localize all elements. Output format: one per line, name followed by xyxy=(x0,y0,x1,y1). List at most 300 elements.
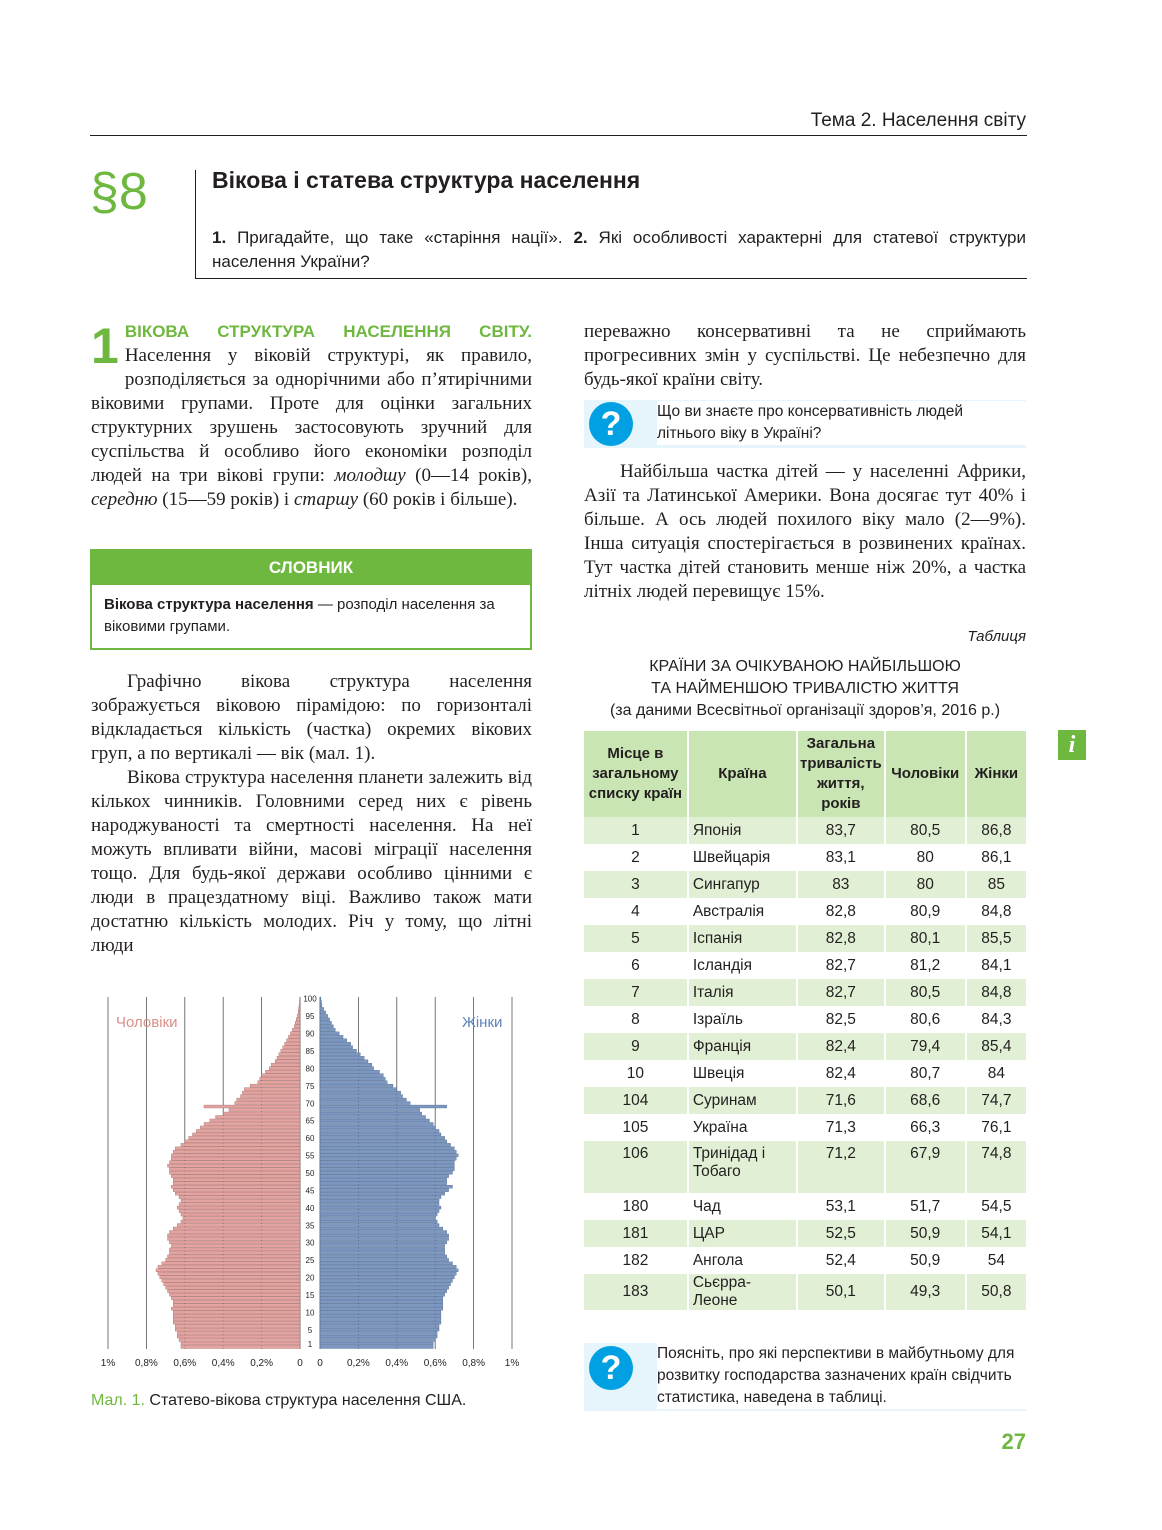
x-tick-label: 1% xyxy=(100,1358,116,1369)
cell-country: Україна xyxy=(688,1114,797,1141)
x-tick-label: 0,2% xyxy=(250,1358,273,1369)
term-old: старшу xyxy=(293,489,359,510)
question-1: Пригадайте, що таке «старіння нації». xyxy=(226,228,574,247)
intro-text-b: (0—14 років), xyxy=(405,465,532,486)
female-bar xyxy=(320,1328,439,1331)
female-bar xyxy=(320,1032,339,1035)
x-tick-label: 0,8% xyxy=(462,1358,485,1369)
female-bar xyxy=(320,1053,360,1056)
female-bar xyxy=(320,1178,447,1181)
population-pyramid-chart xyxy=(90,985,530,1380)
male-bar xyxy=(250,1084,300,1087)
age-tick-label: 30 xyxy=(305,1238,315,1248)
cell-country: ЦАР xyxy=(688,1220,797,1247)
female-bar xyxy=(320,1300,443,1303)
question-top-text: Що ви знаєте про консервативність людей літнього віку в Україні? xyxy=(657,401,1026,445)
female-bar xyxy=(320,1217,435,1220)
female-bar xyxy=(320,1311,441,1314)
question-box-bottom xyxy=(584,1343,1026,1411)
cell-rank: 181 xyxy=(584,1220,688,1247)
female-bar xyxy=(320,1272,456,1275)
male-bar xyxy=(158,1265,300,1268)
question-icon: ? xyxy=(589,1346,633,1390)
male-bar xyxy=(160,1276,300,1279)
female-bar xyxy=(320,1161,454,1164)
page-number: 27 xyxy=(1001,1429,1026,1454)
male-bar xyxy=(294,1025,300,1028)
female-bar xyxy=(320,1251,445,1254)
male-bar xyxy=(185,1140,300,1143)
female-bar xyxy=(320,1112,422,1115)
header-rule xyxy=(90,135,1027,136)
cell-women: 54 xyxy=(987,1251,1005,1269)
cell-total: 82,4 xyxy=(797,1033,885,1060)
table-row xyxy=(584,1193,1026,1220)
male-bar xyxy=(171,1157,300,1160)
female-bar xyxy=(320,1339,435,1342)
male-bar xyxy=(171,1175,300,1178)
cell-country: Франція xyxy=(688,1033,797,1060)
age-axis xyxy=(303,995,317,1349)
female-bar xyxy=(320,1346,433,1349)
male-bar xyxy=(173,1318,300,1321)
question-2-number: 2. xyxy=(573,228,588,247)
cell-women: 54,5 xyxy=(981,1197,1012,1215)
age-tick-label: 45 xyxy=(305,1186,315,1196)
female-bar xyxy=(320,1314,441,1317)
female-bar xyxy=(320,1293,445,1296)
cell-total: 82,7 xyxy=(797,979,885,1006)
male-bar xyxy=(158,1272,300,1275)
female-bar xyxy=(320,1203,439,1206)
life-expectancy-table xyxy=(584,731,1026,1310)
female-bar xyxy=(320,1265,456,1268)
cell-men: 80,5 xyxy=(885,817,966,844)
female-bar xyxy=(320,1025,333,1028)
female-bar xyxy=(320,1098,406,1101)
cell-men: 50,9 xyxy=(885,1247,966,1274)
female-bar xyxy=(320,1063,372,1066)
male-bar xyxy=(173,1182,300,1185)
male-bar xyxy=(168,1164,300,1167)
male-bar xyxy=(177,1335,300,1338)
male-bar xyxy=(298,1011,300,1014)
female-bar xyxy=(320,1115,426,1118)
female-bar xyxy=(320,1119,429,1122)
male-bar xyxy=(288,1035,300,1038)
male-bar xyxy=(281,1049,300,1052)
cell-women: 50,8 xyxy=(966,1274,1026,1310)
female-bar xyxy=(320,1168,454,1171)
cell-country: Ізраїль xyxy=(688,1006,797,1033)
table-row xyxy=(584,979,1026,1006)
male-bar xyxy=(173,1304,300,1307)
female-bar xyxy=(320,1095,403,1098)
table-row xyxy=(584,1274,1026,1310)
female-bar xyxy=(320,1189,449,1192)
cell-men: 80 xyxy=(885,844,966,871)
question-bottom-text: Поясніть, про які перспективи в майбутньому для розвитку господарства зазначених країн свідчить статистика, наведена в таблиці. xyxy=(657,1343,1026,1409)
table-row xyxy=(584,871,1026,898)
female-bar xyxy=(320,1039,347,1042)
male-bar xyxy=(173,1311,300,1314)
section-title: Вікова і статева структура населення xyxy=(212,167,641,193)
male-bar xyxy=(299,1004,300,1007)
cell-rank: 5 xyxy=(584,925,688,952)
female-bar xyxy=(320,1007,324,1010)
male-bar xyxy=(183,1217,300,1220)
cell-country: Іспанія xyxy=(688,925,797,952)
female-bar xyxy=(320,1304,443,1307)
male-bar xyxy=(168,1237,300,1240)
table-row xyxy=(584,1006,1026,1033)
intro-text-c: (15—59 років) і xyxy=(157,489,294,510)
male-bar xyxy=(244,1088,300,1091)
x-tick-label: 0 xyxy=(297,1358,303,1369)
age-tick-label: 65 xyxy=(305,1116,315,1126)
female-bar xyxy=(320,1143,451,1146)
male-bar xyxy=(216,1115,300,1118)
male-bar xyxy=(283,1046,300,1049)
female-bar xyxy=(320,1014,328,1017)
female-bar xyxy=(320,1035,343,1038)
cell-total: 52,5 xyxy=(797,1220,885,1247)
male-bar xyxy=(173,1150,300,1153)
female-bar xyxy=(320,1046,353,1049)
male-bar xyxy=(271,1063,300,1066)
male-bar xyxy=(173,1227,300,1230)
x-tick-label: 1% xyxy=(504,1358,520,1369)
cell-total: 71,6 xyxy=(797,1087,885,1114)
topic-header: Тема 2. Населення світу xyxy=(810,110,1026,131)
cell-total: 83 xyxy=(797,871,885,898)
x-tick-label: 0,4% xyxy=(385,1358,409,1369)
age-tick-label: 60 xyxy=(305,1134,315,1144)
female-bar xyxy=(320,1060,368,1063)
cell-country: Японія xyxy=(688,817,797,844)
cell-women: 84 xyxy=(987,1064,1005,1082)
male-bar xyxy=(168,1255,300,1258)
x-tick-label: 0 xyxy=(317,1358,323,1369)
female-bar xyxy=(320,1224,439,1227)
female-bar xyxy=(320,1102,410,1105)
female-bar xyxy=(320,1070,380,1073)
question-icon: ? xyxy=(589,402,633,446)
male-bar xyxy=(171,1185,300,1188)
dictionary-box xyxy=(90,549,532,650)
female-bar xyxy=(320,1279,452,1282)
male-bar xyxy=(258,1081,300,1084)
male-bar xyxy=(265,1070,300,1073)
age-tick-label: 40 xyxy=(305,1203,315,1213)
cell-country: Австралія xyxy=(688,898,797,925)
column-2-text xyxy=(584,460,1026,604)
cell-women: 74,7 xyxy=(966,1087,1026,1114)
male-bar xyxy=(299,1000,300,1003)
table-row xyxy=(584,844,1026,871)
male-bar xyxy=(164,1283,300,1286)
female-bar xyxy=(320,1147,454,1150)
cell-rank: 183 xyxy=(584,1274,688,1310)
x-tick-label: 0,4% xyxy=(211,1358,235,1369)
male-bar xyxy=(285,1042,300,1045)
cell-total: 83,1 xyxy=(797,844,885,871)
male-bar xyxy=(168,1290,300,1293)
female-bar xyxy=(320,1258,449,1261)
male-bar xyxy=(169,1231,300,1234)
female-bar xyxy=(320,1067,374,1070)
cell-rank: 104 xyxy=(584,1087,688,1114)
age-tick-label: 35 xyxy=(305,1221,315,1231)
table-row xyxy=(584,1060,1026,1087)
female-bar xyxy=(320,1234,449,1237)
cell-total: 82,8 xyxy=(797,898,885,925)
table-row xyxy=(584,1033,1026,1060)
female-bar xyxy=(320,1206,441,1209)
male-bar xyxy=(295,1021,300,1024)
female-bar xyxy=(320,1227,443,1230)
cell-rank: 180 xyxy=(584,1193,688,1220)
cell-women: 85,4 xyxy=(966,1033,1026,1060)
cell-total: 82,5 xyxy=(797,1006,885,1033)
cell-men: 68,6 xyxy=(885,1087,966,1114)
female-bar xyxy=(320,1049,356,1052)
cell-country: Швеція xyxy=(688,1060,797,1087)
cell-women: 86,1 xyxy=(981,848,1012,866)
male-label: Чоловіки xyxy=(116,1014,178,1031)
female-bar xyxy=(320,1255,447,1258)
cell-total: 71,2 xyxy=(797,1141,885,1193)
table-row xyxy=(584,898,1026,925)
paragraph-children-share: Найбільша частка дітей — у населенні Африки, Азії та Латинської Америки. Вона досягає тут 40% і більше. А ось людей похилого віку мало (2—9%). Інша ситуація спостерігається в розвинених країнах. Тут частка дітей становить менше ніж 20%, а частка літніх людей перевищує 15%. xyxy=(584,461,1026,602)
female-bar xyxy=(320,1004,322,1007)
subsection-number: 1 xyxy=(91,318,119,374)
male-bar xyxy=(229,1109,300,1112)
cell-men: 80,5 xyxy=(885,979,966,1006)
age-tick-label: 95 xyxy=(305,1012,315,1022)
male-bar xyxy=(177,1332,300,1335)
female-bar xyxy=(320,1286,449,1289)
dictionary-title: СЛОВНИК xyxy=(92,551,530,585)
male-bar xyxy=(179,1339,300,1342)
cell-rank: 105 xyxy=(584,1114,688,1141)
table-title-line-1: КРАЇНИ ЗА ОЧІКУВАНОЮ НАЙБІЛЬШОЮ xyxy=(649,658,961,675)
male-bar xyxy=(181,1199,300,1202)
female-bar xyxy=(320,1269,458,1272)
age-tick-label: 15 xyxy=(305,1290,315,1300)
cell-women: 85,5 xyxy=(966,925,1026,952)
female-bar xyxy=(320,1021,332,1024)
cell-rank: 10 xyxy=(584,1060,688,1087)
female-bar xyxy=(320,1210,439,1213)
header-rank: Місце в загальному списку країн xyxy=(584,731,688,817)
cell-men: 67,9 xyxy=(885,1141,966,1193)
cell-women: 74,8 xyxy=(966,1141,1026,1193)
male-bar xyxy=(296,1018,300,1021)
male-bar xyxy=(260,1077,300,1080)
female-bars xyxy=(320,997,458,1348)
cell-rank: 7 xyxy=(584,979,688,1006)
cell-total: 82,8 xyxy=(797,925,885,952)
age-tick-label: 1 xyxy=(307,1339,313,1349)
figure-caption-text: Статево-вікова структура населення США. xyxy=(144,1392,467,1409)
table-title xyxy=(584,656,1026,722)
male-bar xyxy=(298,1007,300,1010)
cell-country: Чад xyxy=(688,1193,797,1220)
female-bar xyxy=(320,1164,454,1167)
male-bar xyxy=(240,1095,300,1098)
male-bar xyxy=(171,1154,300,1157)
female-bar xyxy=(320,1185,452,1188)
female-bar xyxy=(320,1199,439,1202)
table-row xyxy=(584,817,1026,844)
male-bar xyxy=(277,1056,300,1059)
male-bar xyxy=(242,1091,300,1094)
male-bar xyxy=(166,1286,300,1289)
cell-rank: 6 xyxy=(584,952,688,979)
subsection-heading: ВІКОВА СТРУКТУРА НАСЕЛЕННЯ СВІТУ. xyxy=(124,322,532,341)
cell-total: 82,7 xyxy=(797,952,885,979)
table-row xyxy=(584,925,1026,952)
header-country: Країна xyxy=(688,731,797,817)
cell-men: 80,7 xyxy=(885,1060,966,1087)
cell-rank: 182 xyxy=(584,1247,688,1274)
male-bar xyxy=(262,1074,300,1077)
header-men: Чоловіки xyxy=(885,731,966,817)
male-bar xyxy=(279,1053,300,1056)
female-bar xyxy=(320,1171,452,1174)
female-bar xyxy=(320,1140,447,1143)
table-header-row xyxy=(584,731,1026,817)
dictionary-term: Вікова структура населення xyxy=(104,596,314,613)
cell-men: 49,3 xyxy=(885,1274,966,1310)
table-row xyxy=(584,1247,1026,1274)
cell-men: 51,7 xyxy=(885,1193,966,1220)
male-bar xyxy=(292,1028,300,1031)
female-bar xyxy=(320,1136,445,1139)
age-tick-label: 10 xyxy=(305,1308,315,1318)
male-bar xyxy=(173,1300,300,1303)
male-bar xyxy=(169,1248,300,1251)
female-bar xyxy=(320,1192,445,1195)
age-tick-label: 50 xyxy=(305,1169,315,1178)
male-bars xyxy=(156,997,300,1348)
male-bar xyxy=(204,1105,300,1108)
header-total: Загальна тривалість життя, років xyxy=(797,731,885,817)
table-row xyxy=(584,1114,1026,1141)
cell-rank: 3 xyxy=(584,871,688,898)
male-bar xyxy=(175,1192,300,1195)
column-2-text-top: переважно консервативні та не сприймають прогресивних змін у суспільстві. Це небезпечно для будь-якої країни світу. xyxy=(584,321,1026,390)
age-tick-label: 20 xyxy=(305,1273,315,1283)
female-label: Жінки xyxy=(462,1014,503,1031)
male-bar xyxy=(181,1143,300,1146)
cell-rank: 2 xyxy=(584,844,688,871)
cell-total: 82,4 xyxy=(797,1060,885,1087)
male-bar xyxy=(175,1147,300,1150)
male-bar xyxy=(162,1262,300,1265)
table-row xyxy=(584,1087,1026,1114)
male-bar xyxy=(192,1133,300,1136)
male-bar xyxy=(169,1171,300,1174)
male-bar xyxy=(173,1189,300,1192)
cell-women: 76,1 xyxy=(981,1118,1012,1136)
female-bar xyxy=(320,1154,458,1157)
cell-men: 66,3 xyxy=(885,1114,966,1141)
male-bar xyxy=(175,1325,300,1328)
male-bar xyxy=(290,1032,300,1035)
paragraph-factors: Вікова структура населення планети залежить від кількох чинників. Головними серед них є рівень народжуваності та смертності населення. На неї можуть впливати війни, масові міграції населення тощо. Для будь-якої держави особливо цінними є люди в працездатному віці. Важливо також мати достатню кількість молодих. Річ у тому, що літні люди xyxy=(91,767,532,956)
question-1-number: 1. xyxy=(212,228,227,247)
male-bar xyxy=(204,1122,300,1125)
cell-country: Суринам xyxy=(688,1087,797,1114)
female-bar xyxy=(320,1196,441,1199)
cell-women: 85 xyxy=(966,871,1026,898)
cell-women: 54,1 xyxy=(966,1220,1026,1247)
female-bar xyxy=(320,1028,335,1031)
female-bar xyxy=(320,997,321,1000)
age-tick-label: 100 xyxy=(303,994,317,1004)
figure-caption xyxy=(91,1392,466,1410)
male-bar xyxy=(189,1136,300,1139)
cell-men: 79,4 xyxy=(885,1033,966,1060)
female-bar xyxy=(320,1129,439,1132)
female-bar xyxy=(320,1213,437,1216)
cell-country: Сьєрра-Леоне xyxy=(688,1274,797,1310)
cell-total: 71,3 xyxy=(797,1114,885,1141)
female-bar xyxy=(320,1262,452,1265)
male-bar xyxy=(235,1102,300,1105)
female-bar xyxy=(320,1321,441,1324)
table-body xyxy=(584,817,1026,1310)
female-bar xyxy=(320,1248,445,1251)
age-tick-label: 70 xyxy=(305,1099,315,1109)
cell-total: 50,1 xyxy=(797,1274,885,1310)
paragraph-pyramid: Графічно вікова структура населення зображується віковою пірамідою: по горизонталі відкладається кількість (частка) окремих вікових груп, а по вертикалі — вік (мал. 1). xyxy=(91,671,532,764)
female-bar xyxy=(320,1077,385,1080)
section-questions xyxy=(212,226,1026,274)
male-bar xyxy=(181,1213,300,1216)
female-bar xyxy=(320,1157,456,1160)
column-1-text xyxy=(91,670,532,958)
female-bar xyxy=(320,1018,330,1021)
female-bar xyxy=(320,1042,351,1045)
question-2: Які особливості характерні для статевої структури населення України? xyxy=(212,228,1026,271)
question-box-top xyxy=(584,400,1026,448)
cell-men: 81,2 xyxy=(885,952,966,979)
cell-country: Ісландія xyxy=(688,952,797,979)
male-bar xyxy=(169,1251,300,1254)
cell-country: Швейцарія xyxy=(688,844,797,871)
female-bar xyxy=(320,1175,449,1178)
female-bar xyxy=(320,1150,456,1153)
female-bar xyxy=(320,1133,441,1136)
female-bar xyxy=(320,1074,383,1077)
male-bar xyxy=(169,1161,300,1164)
male-bar xyxy=(181,1342,300,1345)
table-label: Таблиця xyxy=(967,628,1026,645)
intro-text-d: (60 років і більше). xyxy=(358,489,518,510)
cell-men: 80,6 xyxy=(885,1006,966,1033)
intro-text-a: Населення у віковій структурі, як правило, розподіляється за однорічними або п’ятирічними віковими групами. Проте для оцінки загальних структурних зрушень застосовують зручний для суспільства й особливо його економіки розподіл людей на три вікові групи: xyxy=(91,345,532,486)
male-bar xyxy=(171,1297,300,1300)
cell-total: 52,4 xyxy=(797,1247,885,1274)
male-bar xyxy=(169,1293,300,1296)
cell-women: 84,8 xyxy=(981,902,1012,920)
cell-men: 80,9 xyxy=(885,898,966,925)
male-bar xyxy=(156,1269,300,1272)
female-bar xyxy=(320,1122,433,1125)
